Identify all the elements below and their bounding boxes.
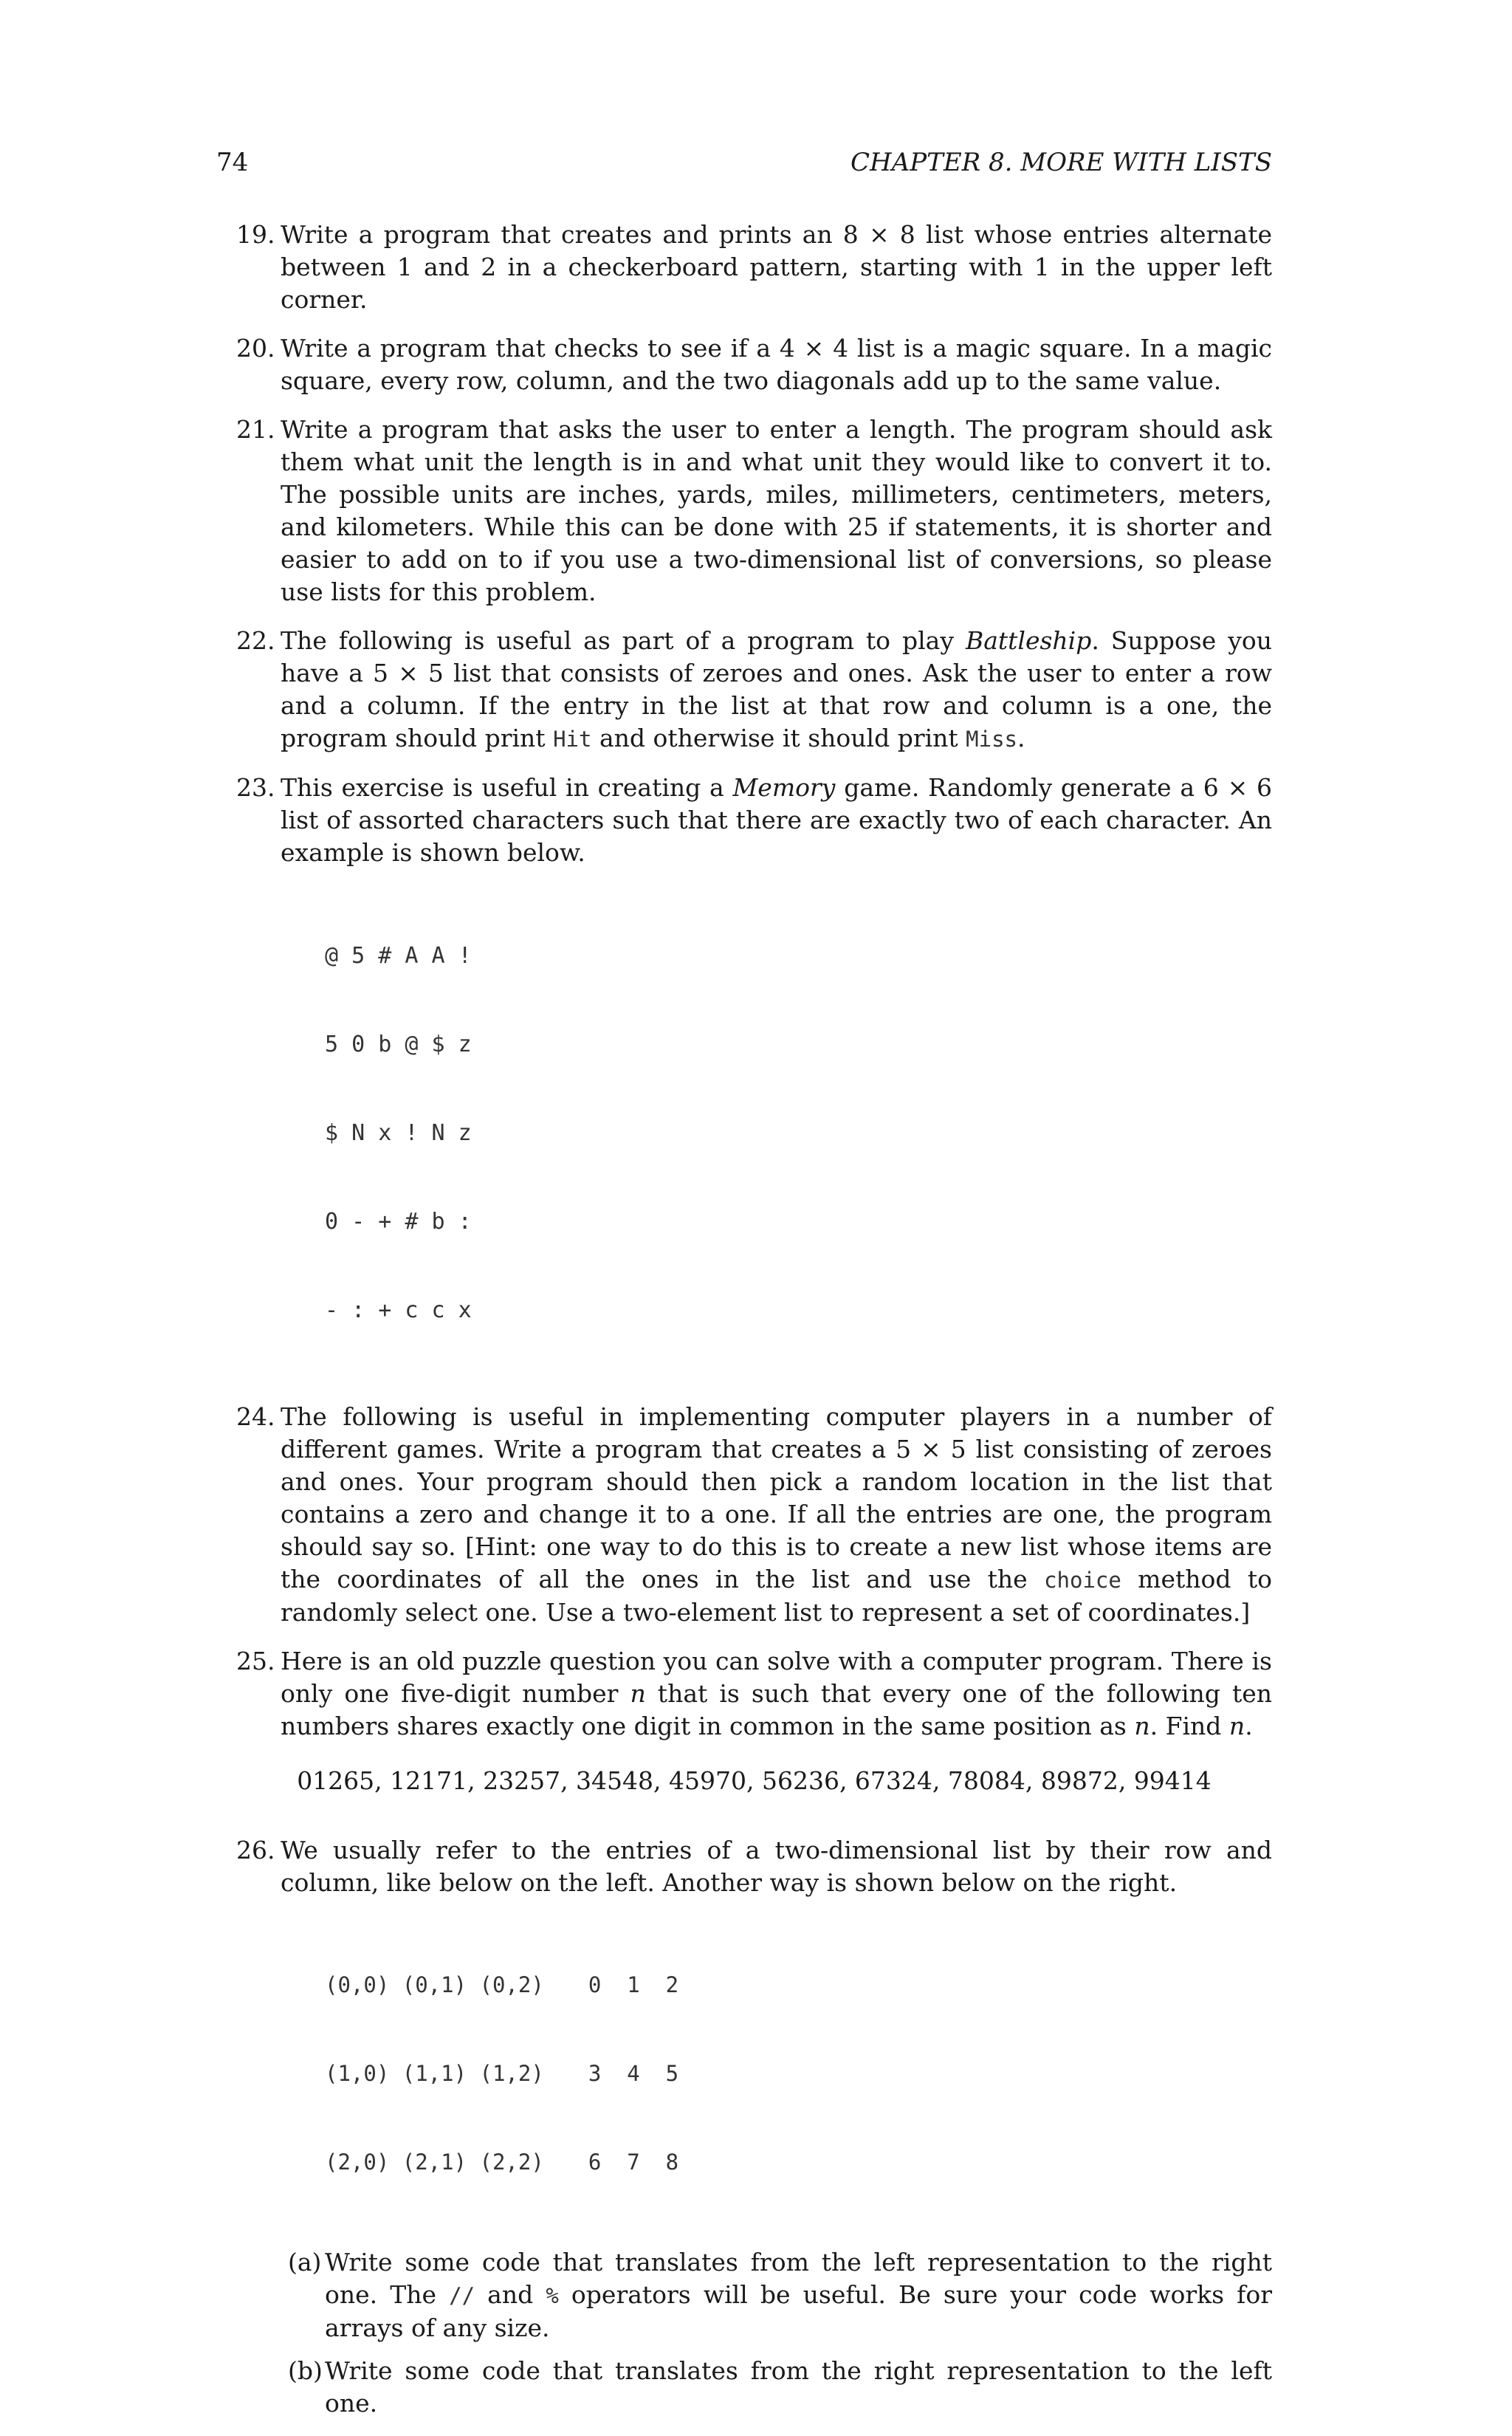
subexercise-a <box>281 2246 1272 2344</box>
variable-n: n <box>1134 1712 1150 1740</box>
code-modulo: % <box>546 2283 559 2308</box>
grid-row: @ 5 # A A ! <box>325 943 472 969</box>
subexercise-label: (a) <box>288 2248 322 2277</box>
code-floor-div: // <box>449 2283 475 2308</box>
exercise-24 <box>236 1401 1272 1629</box>
chapter-title: CHAPTER 8. MORE WITH LISTS <box>850 148 1272 177</box>
game-name-memory: Memory <box>732 773 836 802</box>
exercise-21 <box>236 414 1272 608</box>
exercise-20 <box>236 332 1272 397</box>
index-grid <box>588 1911 718 2236</box>
exercise-text: and otherwise it should print <box>591 724 966 752</box>
exercise-text: that is such that every one of the following ten numbers shares exactly one digit in common in the same position as <box>281 1679 1273 1740</box>
grid-row: 0 1 2 <box>588 1972 679 1997</box>
game-name-battleship: Battleship <box>965 626 1092 655</box>
exercise-text: game. Randomly generate a 6 × 6 list of assorted characters such that there are exactly two of each character. An example is shown below. <box>281 773 1272 867</box>
grid-row: $ N x ! N z <box>325 1120 472 1146</box>
exercise-text: . Find <box>1150 1712 1229 1740</box>
exercise-number: 24. <box>236 1402 275 1431</box>
exercise-22 <box>236 625 1272 755</box>
memory-example-grid <box>325 882 1272 1385</box>
subexercise-b <box>281 2355 1272 2420</box>
exercise-text: method to randomly select one. Use a two-element list to represent a set of coordinates.] <box>281 1565 1272 1627</box>
puzzle-numbers: 01265, 12171, 23257, 34548, 45970, 56236, 67324, 78084, 89872, 99414 <box>297 1766 1212 1795</box>
exercise-number: 21. <box>236 415 275 444</box>
row-column-grid <box>325 1911 544 2236</box>
exercise-text: Write some code that translates from the left representation to the right one. The <box>325 2248 1272 2309</box>
exercise-text: Write a program that asks the user to enter a length. The program should ask them what unit the length is in and what unit they would like to convert it to. The possible units are inches, yards, miles, millimeters, centimeters, meters, and kilometers. While this can be done with 25 if statements, it is shorter and easier to add on to if you use a two-dimensional list of conversions, so please use lists for this problem. <box>281 415 1272 606</box>
exercise-19 <box>236 219 1272 316</box>
exercise-text: This exercise is useful in creating a <box>281 773 733 802</box>
code-miss: Miss <box>966 727 1018 752</box>
code-choice: choice <box>1044 1568 1121 1593</box>
exercise-list <box>236 219 1272 2436</box>
exercise-text: . <box>1017 724 1025 752</box>
exercise-text: Here is an old puzzle question you can solve with a computer program. There is only one five-digit number <box>281 1647 1272 1708</box>
variable-n: n <box>630 1679 646 1708</box>
exercise-number: 25. <box>236 1647 275 1675</box>
grid-row: - : + c c x <box>325 1297 472 1323</box>
exercise-number: 19. <box>236 220 275 249</box>
exercise-text: Write a program that creates and prints an 8 × 8 list whose entries alternate between 1 and 2 in a checkerboard pattern, starting with 1 in the upper left corner. <box>281 220 1272 314</box>
grid-row: (2,0) (2,1) (2,2) <box>325 2149 544 2175</box>
exercise-26 <box>236 1834 1272 2420</box>
exercise-text: and <box>475 2280 546 2309</box>
exercise-text: The following is useful in implementing computer players in a number of different games. Write a program that creates a 5 × 5 list consisting of zeroes and ones. Your program should then pick a random location in the list that contains a zero and change it to a one. If all the entries are one, the program should say so. [Hint: one way to do this is to create a new list whose items are the coordinates of all the ones in the list and use the <box>281 1402 1272 1593</box>
grid-row: (1,0) (1,1) (1,2) <box>325 2061 544 2086</box>
exercise-text: Write a program that checks to see if a 4 × 4 list is a magic square. In a magic square, every row, column, and the two diagonals add up to the same value. <box>281 334 1272 395</box>
variable-n: n <box>1228 1712 1245 1740</box>
exercise-text: We usually refer to the entries of a two-dimensional list by their row and column, like below on the left. Another way is shown below on the right. <box>281 1836 1272 1897</box>
exercise-text: Write some code that translates from the right representation to the left one. <box>325 2356 1272 2418</box>
exercise-text: . Suppose you have a 5 × 5 list that consists of zeroes and ones. Ask the user to enter a row and a column. If the entry in the list at that row and column is a one, the program should print <box>281 626 1272 752</box>
exercise-number: 22. <box>236 626 275 655</box>
exercise-number: 20. <box>236 334 275 363</box>
exercise-25 <box>236 1645 1272 1797</box>
code-hit: Hit <box>553 727 592 752</box>
exercise-text: . <box>1245 1712 1253 1740</box>
exercise-number: 23. <box>236 773 275 802</box>
grid-row: (0,0) (0,1) (0,2) <box>325 1972 544 1997</box>
exercise-number: 26. <box>236 1836 275 1864</box>
coordinate-grids <box>325 1911 1272 2236</box>
grid-row: 6 7 8 <box>588 2149 679 2175</box>
subexercise-label: (b) <box>288 2356 323 2385</box>
grid-row: 5 0 b @ $ z <box>325 1032 472 1057</box>
exercise-23 <box>236 772 1272 1385</box>
page-number: 74 <box>216 148 249 177</box>
grid-row: 3 4 5 <box>588 2061 679 2086</box>
exercise-text: operators will be useful. Be sure your code works for arrays of any size. <box>325 2280 1272 2342</box>
page-header <box>216 148 1272 185</box>
grid-row: 0 - + # b : <box>325 1209 472 1235</box>
exercise-text: The following is useful as part of a program to play <box>281 626 966 655</box>
